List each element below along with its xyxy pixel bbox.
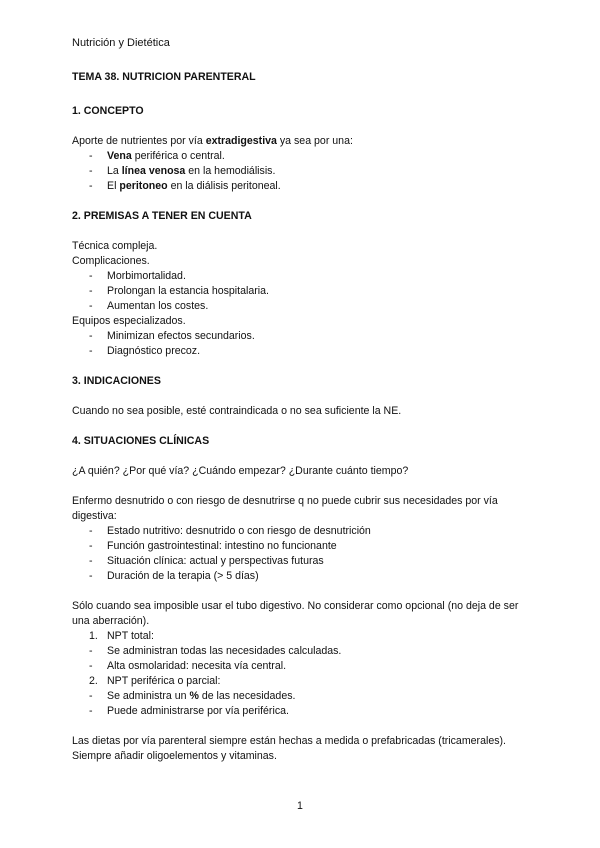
- item-text: NPT total:: [107, 630, 154, 642]
- item-bold: %: [189, 690, 199, 702]
- list-item: [72, 539, 534, 554]
- document-body: [72, 70, 534, 779]
- item-pre: Se administra un: [107, 690, 190, 702]
- bullet-marker: -: [89, 270, 93, 282]
- concepto-block: [72, 134, 534, 194]
- list-item: [72, 329, 534, 344]
- concepto-list: [72, 149, 534, 194]
- list-item: [72, 644, 534, 659]
- item-post: en la diálisis peritoneal.: [167, 180, 281, 192]
- list-item: [72, 299, 534, 314]
- item-post: periférica o central.: [131, 150, 225, 162]
- bullet-marker: -: [89, 150, 93, 162]
- list-item: [72, 689, 534, 704]
- enfermo-text: Enfermo desnutrido o con riesgo de desnutrirse q no puede cubrir sus necesidades por vía digestiva:: [72, 495, 498, 522]
- document-title: TEMA 38. NUTRICION PARENTERAL: [72, 71, 256, 83]
- bullet-marker: -: [89, 660, 93, 672]
- premisas-line: Complicaciones.: [72, 255, 150, 267]
- solo-text: Sólo cuando sea imposible usar el tubo digestivo. No considerar como opcional (no deja de ser una aberración).: [72, 600, 519, 627]
- closing-text: Las dietas por vía parenteral siempre están hechas a medida o prefabricadas (tricamerales).: [72, 735, 506, 747]
- item-post: en la hemodiálisis.: [185, 165, 276, 177]
- number-marker: 2.: [89, 675, 98, 687]
- closing-block: [72, 734, 534, 764]
- numbered-item: [72, 674, 534, 689]
- list-item: [72, 704, 534, 719]
- item-text: Alta osmolaridad: necesita vía central.: [107, 660, 287, 672]
- item-text: Prolongan la estancia hospitalaria.: [107, 285, 269, 297]
- item-text: Puede administrarse por vía periférica.: [107, 705, 289, 717]
- item-bold: Vena: [107, 150, 132, 162]
- concepto-intro: [72, 134, 534, 149]
- bullet-marker: -: [89, 690, 93, 702]
- list-item: [72, 284, 534, 299]
- item-text: Estado nutritivo: desnutrido o con riesgo de desnutrición: [107, 525, 371, 537]
- bullet-marker: -: [89, 165, 93, 177]
- list-item: [72, 149, 534, 164]
- item-pre: El: [107, 180, 120, 192]
- item-text: Duración de la terapia (> 5 días): [107, 570, 259, 582]
- list-item: [72, 569, 534, 584]
- closing-text: Siempre añadir oligoelementos y vitaminas.: [72, 750, 277, 762]
- number-marker: 1.: [89, 630, 98, 642]
- section-heading-indicaciones: 3. INDICACIONES: [72, 375, 161, 387]
- bullet-marker: -: [89, 180, 93, 192]
- list-item: [72, 269, 534, 284]
- bullet-marker: -: [89, 525, 93, 537]
- bullet-marker: -: [89, 300, 93, 312]
- item-text: Minimizan efectos secundarios.: [107, 330, 255, 342]
- item-post: de las necesidades.: [198, 690, 296, 702]
- section-heading-concepto: 1. CONCEPTO: [72, 105, 144, 117]
- indicaciones-text: Cuando no sea posible, esté contraindicada o no sea suficiente la NE.: [72, 405, 402, 417]
- item-text: Diagnóstico precoz.: [107, 345, 201, 357]
- bullet-marker: -: [89, 330, 93, 342]
- item-text: Función gastrointestinal: intestino no funcionante: [107, 540, 337, 552]
- bullet-marker: -: [89, 345, 93, 357]
- item-text: Se administran todas las necesidades calculadas.: [107, 645, 342, 657]
- enfermo-block: [72, 494, 534, 584]
- list-item: [72, 659, 534, 674]
- item-bold: línea venosa: [121, 165, 186, 177]
- solo-block: [72, 599, 534, 719]
- list-item: [72, 554, 534, 569]
- item-bold: peritoneo: [119, 180, 168, 192]
- running-header: Nutrición y Dietética: [72, 37, 170, 49]
- section-heading-premisas: 2. PREMISAS A TENER EN CUENTA: [72, 210, 252, 222]
- page-number: 1: [297, 800, 303, 812]
- complicaciones-list: [72, 269, 534, 314]
- bullet-marker: -: [89, 570, 93, 582]
- bullet-marker: -: [89, 645, 93, 657]
- concepto-intro-pre: Aporte de nutrientes por vía: [72, 135, 206, 147]
- enfermo-list: [72, 524, 534, 584]
- bullet-marker: -: [89, 555, 93, 567]
- item-text: Situación clínica: actual y perspectivas futuras: [107, 555, 324, 567]
- indicaciones-block: [72, 404, 534, 419]
- questions-text: ¿A quién? ¿Por qué vía? ¿Cuándo empezar? ¿Durante cuánto tiempo?: [72, 465, 409, 477]
- bullet-marker: -: [89, 705, 93, 717]
- list-item: [72, 164, 534, 179]
- bullet-marker: -: [89, 285, 93, 297]
- section-heading-situaciones: 4. SITUACIONES CLÍNICAS: [72, 435, 210, 447]
- premisas-line: Equipos especializados.: [72, 315, 186, 327]
- item-text: Aumentan los costes.: [107, 300, 209, 312]
- questions-block: [72, 464, 534, 479]
- equipos-list: [72, 329, 534, 359]
- item-pre: La: [107, 165, 122, 177]
- list-item: [72, 344, 534, 359]
- item-text: Morbimortalidad.: [107, 270, 186, 282]
- numbered-item: [72, 629, 534, 644]
- npt-list: [72, 629, 534, 719]
- bullet-marker: -: [89, 540, 93, 552]
- premisas-block: [72, 239, 534, 359]
- concepto-intro-bold: extradigestiva: [205, 135, 277, 147]
- item-text: NPT periférica o parcial:: [107, 675, 221, 687]
- list-item: [72, 524, 534, 539]
- concepto-intro-post: ya sea por una:: [276, 135, 353, 147]
- list-item: [72, 179, 534, 194]
- premisas-line: Técnica compleja.: [72, 240, 158, 252]
